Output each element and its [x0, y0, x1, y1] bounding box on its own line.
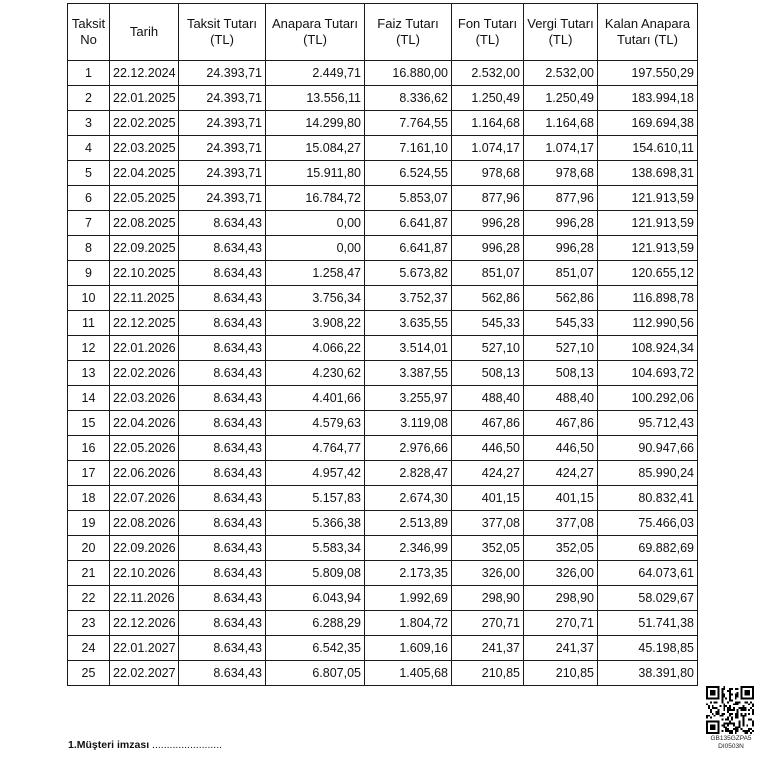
cell-tax-amount: 2.532,00	[524, 61, 598, 86]
cell-installment-no: 2	[68, 86, 110, 111]
cell-principal-amount: 4.957,42	[266, 461, 365, 486]
cell-tax-amount: 978,68	[524, 161, 598, 186]
cell-installment-no: 21	[68, 561, 110, 586]
cell-fund-amount: 298,90	[452, 586, 524, 611]
cell-date: 22.01.2025	[110, 86, 179, 111]
cell-interest-amount: 3.514,01	[365, 336, 452, 361]
cell-installment-amount: 24.393,71	[179, 161, 266, 186]
cell-remaining-principal: 154.610,11	[598, 136, 698, 161]
cell-fund-amount: 352,05	[452, 536, 524, 561]
cell-remaining-principal: 85.990,24	[598, 461, 698, 486]
cell-fund-amount: 377,08	[452, 511, 524, 536]
cell-remaining-principal: 64.073,61	[598, 561, 698, 586]
signature-dots: ........................	[152, 739, 223, 751]
cell-principal-amount: 14.299,80	[266, 111, 365, 136]
cell-installment-amount: 24.393,71	[179, 136, 266, 161]
cell-interest-amount: 3.119,08	[365, 411, 452, 436]
table-body	[68, 61, 698, 686]
table-row	[68, 136, 698, 161]
cell-interest-amount: 3.635,55	[365, 311, 452, 336]
cell-interest-amount: 16.880,00	[365, 61, 452, 86]
cell-remaining-principal: 121.913,59	[598, 186, 698, 211]
cell-installment-amount: 24.393,71	[179, 111, 266, 136]
cell-remaining-principal: 80.832,41	[598, 486, 698, 511]
cell-date: 22.04.2026	[110, 411, 179, 436]
cell-date: 22.02.2026	[110, 361, 179, 386]
cell-installment-no: 8	[68, 236, 110, 261]
cell-remaining-principal: 38.391,80	[598, 661, 698, 686]
cell-tax-amount: 424,27	[524, 461, 598, 486]
cell-date: 22.09.2026	[110, 536, 179, 561]
cell-installment-no: 17	[68, 461, 110, 486]
cell-interest-amount: 5.673,82	[365, 261, 452, 286]
qr-code-icon	[706, 686, 754, 734]
cell-installment-amount: 8.634,43	[179, 436, 266, 461]
cell-principal-amount: 6.542,35	[266, 636, 365, 661]
cell-date: 22.01.2026	[110, 336, 179, 361]
cell-date: 22.01.2027	[110, 636, 179, 661]
cell-remaining-principal: 169.694,38	[598, 111, 698, 136]
cell-date: 22.05.2026	[110, 436, 179, 461]
table-row	[68, 411, 698, 436]
cell-date: 22.12.2024	[110, 61, 179, 86]
cell-interest-amount: 1.405,68	[365, 661, 452, 686]
cell-fund-amount: 527,10	[452, 336, 524, 361]
cell-fund-amount: 1.250,49	[452, 86, 524, 111]
header-tax-amount: Vergi Tutarı (TL)	[524, 4, 598, 61]
cell-interest-amount: 3.752,37	[365, 286, 452, 311]
cell-interest-amount: 6.641,87	[365, 236, 452, 261]
cell-remaining-principal: 116.898,78	[598, 286, 698, 311]
cell-principal-amount: 5.583,34	[266, 536, 365, 561]
table-row	[68, 361, 698, 386]
cell-installment-amount: 8.634,43	[179, 386, 266, 411]
cell-date: 22.03.2025	[110, 136, 179, 161]
cell-date: 22.10.2025	[110, 261, 179, 286]
cell-principal-amount: 6.043,94	[266, 586, 365, 611]
cell-tax-amount: 352,05	[524, 536, 598, 561]
cell-installment-amount: 8.634,43	[179, 261, 266, 286]
cell-remaining-principal: 90.947,66	[598, 436, 698, 461]
cell-principal-amount: 6.807,05	[266, 661, 365, 686]
cell-date: 22.11.2026	[110, 586, 179, 611]
cell-remaining-principal: 121.913,59	[598, 211, 698, 236]
cell-installment-no: 9	[68, 261, 110, 286]
cell-installment-no: 11	[68, 311, 110, 336]
customer-signature-line	[68, 739, 222, 751]
table-row	[68, 211, 698, 236]
cell-fund-amount: 877,96	[452, 186, 524, 211]
cell-installment-amount: 8.634,43	[179, 511, 266, 536]
cell-installment-no: 14	[68, 386, 110, 411]
cell-fund-amount: 1.074,17	[452, 136, 524, 161]
table-row	[68, 236, 698, 261]
table-row	[68, 636, 698, 661]
cell-tax-amount: 270,71	[524, 611, 598, 636]
cell-installment-no: 6	[68, 186, 110, 211]
cell-fund-amount: 210,85	[452, 661, 524, 686]
cell-fund-amount: 851,07	[452, 261, 524, 286]
cell-installment-no: 13	[68, 361, 110, 386]
table-row	[68, 61, 698, 86]
cell-installment-no: 4	[68, 136, 110, 161]
cell-principal-amount: 4.066,22	[266, 336, 365, 361]
table-row	[68, 186, 698, 211]
cell-principal-amount: 16.784,72	[266, 186, 365, 211]
cell-tax-amount: 1.074,17	[524, 136, 598, 161]
cell-principal-amount: 2.449,71	[266, 61, 365, 86]
cell-remaining-principal: 138.698,31	[598, 161, 698, 186]
cell-principal-amount: 3.756,34	[266, 286, 365, 311]
cell-fund-amount: 424,27	[452, 461, 524, 486]
cell-date: 22.09.2025	[110, 236, 179, 261]
cell-fund-amount: 488,40	[452, 386, 524, 411]
cell-tax-amount: 488,40	[524, 386, 598, 411]
cell-principal-amount: 13.556,11	[266, 86, 365, 111]
cell-tax-amount: 298,90	[524, 586, 598, 611]
cell-tax-amount: 996,28	[524, 211, 598, 236]
header-date: Tarih	[110, 4, 179, 61]
cell-principal-amount: 3.908,22	[266, 311, 365, 336]
cell-interest-amount: 3.387,55	[365, 361, 452, 386]
cell-fund-amount: 401,15	[452, 486, 524, 511]
cell-installment-amount: 8.634,43	[179, 411, 266, 436]
cell-installment-no: 1	[68, 61, 110, 86]
cell-interest-amount: 6.641,87	[365, 211, 452, 236]
table-row	[68, 286, 698, 311]
cell-date: 22.10.2026	[110, 561, 179, 586]
cell-principal-amount: 0,00	[266, 211, 365, 236]
table-row	[68, 261, 698, 286]
cell-tax-amount: 996,28	[524, 236, 598, 261]
cell-fund-amount: 562,86	[452, 286, 524, 311]
cell-date: 22.05.2025	[110, 186, 179, 211]
table-row	[68, 161, 698, 186]
cell-installment-no: 23	[68, 611, 110, 636]
table-row	[68, 486, 698, 511]
cell-remaining-principal: 45.198,85	[598, 636, 698, 661]
cell-tax-amount: 401,15	[524, 486, 598, 511]
table-row	[68, 536, 698, 561]
cell-principal-amount: 4.764,77	[266, 436, 365, 461]
cell-fund-amount: 2.532,00	[452, 61, 524, 86]
table-row	[68, 661, 698, 686]
cell-principal-amount: 4.579,63	[266, 411, 365, 436]
cell-installment-amount: 8.634,43	[179, 586, 266, 611]
cell-remaining-principal: 75.466,03	[598, 511, 698, 536]
cell-installment-amount: 8.634,43	[179, 661, 266, 686]
table-row	[68, 461, 698, 486]
cell-installment-no: 10	[68, 286, 110, 311]
cell-installment-amount: 8.634,43	[179, 461, 266, 486]
cell-installment-no: 24	[68, 636, 110, 661]
cell-interest-amount: 7.764,55	[365, 111, 452, 136]
header-remaining-principal: Kalan Anapara Tutarı (TL)	[598, 4, 698, 61]
cell-tax-amount: 326,00	[524, 561, 598, 586]
cell-interest-amount: 8.336,62	[365, 86, 452, 111]
cell-fund-amount: 467,86	[452, 411, 524, 436]
cell-date: 22.11.2025	[110, 286, 179, 311]
cell-interest-amount: 2.173,35	[365, 561, 452, 586]
cell-tax-amount: 527,10	[524, 336, 598, 361]
cell-date: 22.08.2026	[110, 511, 179, 536]
cell-interest-amount: 1.804,72	[365, 611, 452, 636]
cell-principal-amount: 15.084,27	[266, 136, 365, 161]
cell-remaining-principal: 51.741,38	[598, 611, 698, 636]
cell-date: 22.04.2025	[110, 161, 179, 186]
cell-installment-amount: 8.634,43	[179, 486, 266, 511]
cell-installment-amount: 8.634,43	[179, 336, 266, 361]
cell-installment-amount: 8.634,43	[179, 536, 266, 561]
table-row	[68, 111, 698, 136]
cell-date: 22.07.2026	[110, 486, 179, 511]
signature-label: 1.Müşteri imzası	[68, 739, 150, 751]
cell-fund-amount: 978,68	[452, 161, 524, 186]
cell-fund-amount: 270,71	[452, 611, 524, 636]
cell-remaining-principal: 183.994,18	[598, 86, 698, 111]
cell-remaining-principal: 95.712,43	[598, 411, 698, 436]
cell-remaining-principal: 112.990,56	[598, 311, 698, 336]
cell-remaining-principal: 69.882,69	[598, 536, 698, 561]
cell-interest-amount: 7.161,10	[365, 136, 452, 161]
cell-installment-amount: 8.634,43	[179, 236, 266, 261]
cell-fund-amount: 508,13	[452, 361, 524, 386]
cell-date: 22.12.2026	[110, 611, 179, 636]
header-principal-amount: Anapara Tutarı (TL)	[266, 4, 365, 61]
cell-installment-amount: 8.634,43	[179, 311, 266, 336]
table-row	[68, 311, 698, 336]
qr-code-text-line-1: GB135GZPA5	[710, 735, 752, 742]
cell-date: 22.06.2026	[110, 461, 179, 486]
cell-installment-no: 18	[68, 486, 110, 511]
cell-interest-amount: 2.513,89	[365, 511, 452, 536]
cell-tax-amount: 562,86	[524, 286, 598, 311]
cell-principal-amount: 5.157,83	[266, 486, 365, 511]
cell-fund-amount: 996,28	[452, 211, 524, 236]
cell-interest-amount: 5.853,07	[365, 186, 452, 211]
cell-tax-amount: 377,08	[524, 511, 598, 536]
cell-date: 22.08.2025	[110, 211, 179, 236]
cell-installment-no: 25	[68, 661, 110, 686]
cell-tax-amount: 210,85	[524, 661, 598, 686]
cell-installment-no: 12	[68, 336, 110, 361]
cell-installment-no: 20	[68, 536, 110, 561]
cell-installment-amount: 8.634,43	[179, 611, 266, 636]
cell-installment-amount: 24.393,71	[179, 61, 266, 86]
cell-date: 22.02.2025	[110, 111, 179, 136]
cell-principal-amount: 1.258,47	[266, 261, 365, 286]
cell-principal-amount: 4.401,66	[266, 386, 365, 411]
table-row	[68, 611, 698, 636]
header-interest-amount: Faiz Tutarı (TL)	[365, 4, 452, 61]
cell-installment-amount: 24.393,71	[179, 86, 266, 111]
cell-installment-no: 7	[68, 211, 110, 236]
cell-tax-amount: 545,33	[524, 311, 598, 336]
payment-schedule-table	[67, 3, 698, 686]
cell-remaining-principal: 120.655,12	[598, 261, 698, 286]
cell-principal-amount: 15.911,80	[266, 161, 365, 186]
cell-principal-amount: 5.366,38	[266, 511, 365, 536]
cell-installment-amount: 24.393,71	[179, 186, 266, 211]
cell-tax-amount: 508,13	[524, 361, 598, 386]
cell-installment-no: 19	[68, 511, 110, 536]
cell-interest-amount: 1.609,16	[365, 636, 452, 661]
header-fund-amount: Fon Tutarı (TL)	[452, 4, 524, 61]
cell-installment-no: 22	[68, 586, 110, 611]
cell-interest-amount: 1.992,69	[365, 586, 452, 611]
cell-interest-amount: 6.524,55	[365, 161, 452, 186]
cell-principal-amount: 4.230,62	[266, 361, 365, 386]
cell-tax-amount: 877,96	[524, 186, 598, 211]
cell-installment-amount: 8.634,43	[179, 286, 266, 311]
table-row	[68, 561, 698, 586]
header-installment-no: Taksit No	[68, 4, 110, 61]
cell-remaining-principal: 121.913,59	[598, 236, 698, 261]
table-row	[68, 336, 698, 361]
cell-interest-amount: 3.255,97	[365, 386, 452, 411]
cell-installment-amount: 8.634,43	[179, 211, 266, 236]
cell-remaining-principal: 108.924,34	[598, 336, 698, 361]
cell-fund-amount: 241,37	[452, 636, 524, 661]
cell-installment-amount: 8.634,43	[179, 561, 266, 586]
table-row	[68, 386, 698, 411]
cell-date: 22.03.2026	[110, 386, 179, 411]
cell-installment-amount: 8.634,43	[179, 361, 266, 386]
cell-remaining-principal: 104.693,72	[598, 361, 698, 386]
cell-fund-amount: 545,33	[452, 311, 524, 336]
cell-remaining-principal: 197.550,29	[598, 61, 698, 86]
cell-installment-no: 15	[68, 411, 110, 436]
table-row	[68, 511, 698, 536]
table-header-row	[68, 4, 698, 61]
cell-interest-amount: 2.976,66	[365, 436, 452, 461]
cell-interest-amount: 2.828,47	[365, 461, 452, 486]
cell-date: 22.02.2027	[110, 661, 179, 686]
cell-tax-amount: 467,86	[524, 411, 598, 436]
cell-tax-amount: 1.250,49	[524, 86, 598, 111]
qr-code-text-line-2: DI0503N	[718, 743, 744, 750]
cell-principal-amount: 6.288,29	[266, 611, 365, 636]
cell-interest-amount: 2.674,30	[365, 486, 452, 511]
cell-tax-amount: 241,37	[524, 636, 598, 661]
cell-fund-amount: 326,00	[452, 561, 524, 586]
table-row	[68, 436, 698, 461]
qr-code-text	[705, 735, 757, 751]
table-row	[68, 86, 698, 111]
cell-installment-amount: 8.634,43	[179, 636, 266, 661]
cell-installment-no: 16	[68, 436, 110, 461]
cell-remaining-principal: 58.029,67	[598, 586, 698, 611]
cell-installment-no: 5	[68, 161, 110, 186]
cell-interest-amount: 2.346,99	[365, 536, 452, 561]
cell-installment-no: 3	[68, 111, 110, 136]
header-installment-amount: Taksit Tutarı (TL)	[179, 4, 266, 61]
cell-remaining-principal: 100.292,06	[598, 386, 698, 411]
cell-tax-amount: 1.164,68	[524, 111, 598, 136]
table-row	[68, 586, 698, 611]
cell-tax-amount: 851,07	[524, 261, 598, 286]
cell-fund-amount: 996,28	[452, 236, 524, 261]
cell-principal-amount: 0,00	[266, 236, 365, 261]
cell-tax-amount: 446,50	[524, 436, 598, 461]
cell-fund-amount: 446,50	[452, 436, 524, 461]
cell-principal-amount: 5.809,08	[266, 561, 365, 586]
cell-date: 22.12.2025	[110, 311, 179, 336]
cell-fund-amount: 1.164,68	[452, 111, 524, 136]
